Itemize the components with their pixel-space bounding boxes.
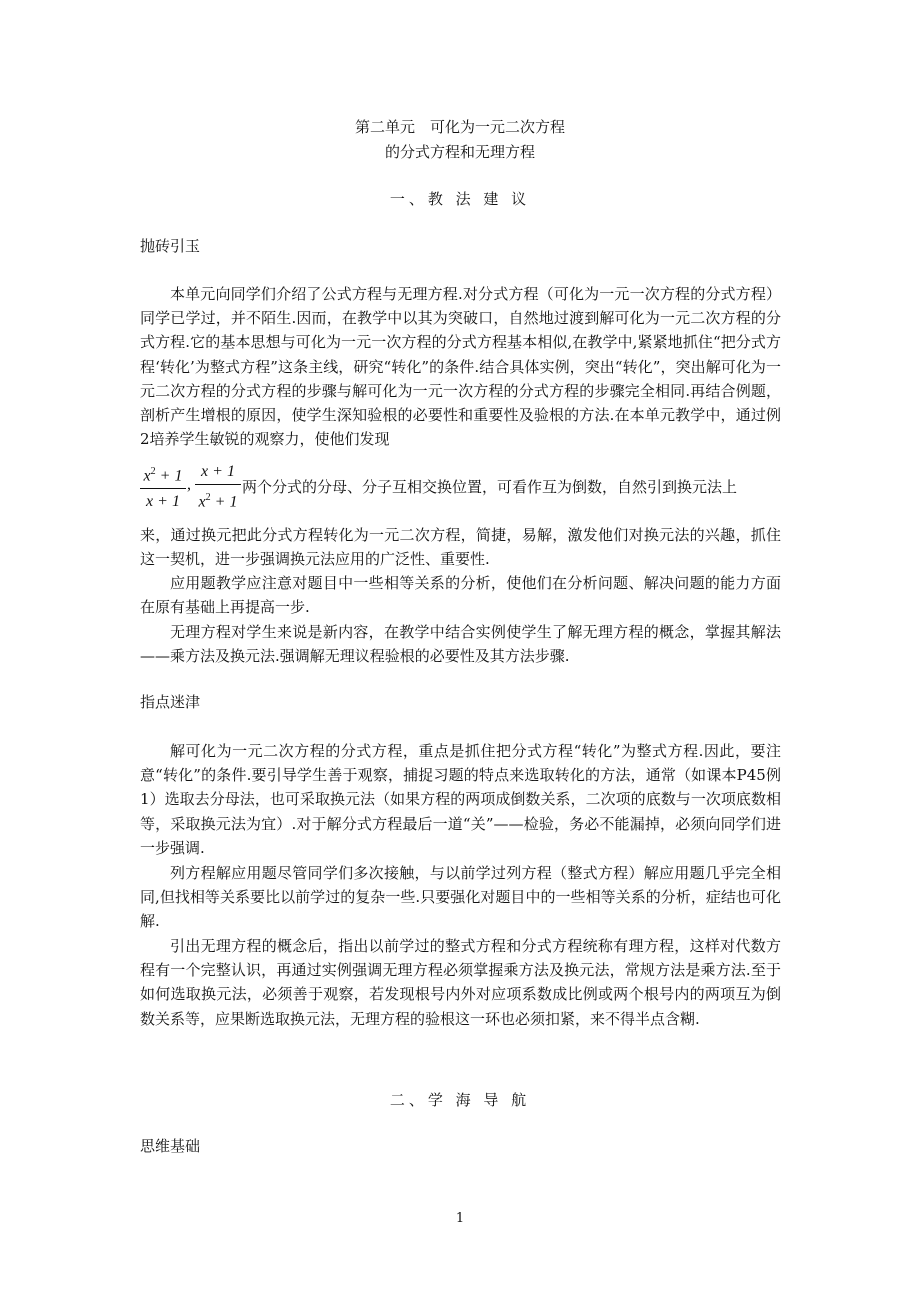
- paragraph-rational-equations: 引出无理方程的概念后，指出以前学过的整式方程和分式方程统称有理方程，这样对代数方程有一个完整认识，再通过实例强调无理方程必须掌握乘方法及换元法，常规方法是乘方法.至于如何选取换元法，必须善于观察，若发现根号内外对应项系数成比例或两个根号内的两项互为倒数关系等，应果断选取换元法，无理方程的验根这一环也必须扣紧，来不得半点含糊.: [140, 937, 781, 1028]
- title-line-2: 的分式方程和无理方程: [384, 143, 535, 161]
- formula-following-text: 两个分式的分母、分子互相交换位置，可看作互为倒数，自然引到换元法上: [242, 478, 738, 496]
- subheading-zhidianmijin: 指点迷津: [140, 693, 201, 711]
- formula-comma: ,: [187, 476, 191, 493]
- fraction-x2plus1-over-xplus1: $x^2 + 1$ x + 1: [140, 460, 186, 515]
- title-line-1: 第二单元 可化为一元二次方程: [354, 118, 565, 136]
- formula-line: [140, 460, 781, 516]
- fraction-xplus1-over-x2plus1: x + 1 $x^2 + 1$: [195, 460, 241, 515]
- paragraph-intro-continued: 来，通过换元把此分式方程转化为一元二次方程，简捷，易解，激发他们对换元法的兴趣，抓住这一契机，进一步强调换元法应用的广泛性、重要性.: [140, 526, 781, 569]
- paragraph-application-problems: 列方程解应用题尽管同学们多次接触，与以前学过列方程（整式方程）解应用题几乎完全相同,但找相等关系要比以前学过的复杂一些.只要强化对题目中的一些相等关系的分析，症结也可化解.: [140, 864, 781, 931]
- paragraph-intro: 本单元向同学们介绍了公式方程与无理方程.对分式方程（可化为一元一次方程的分式方程）同学已学过，并不陌生.因而，在教学中以其为突破口，自然地过渡到解可化为一元二次方程的分式方程.它的基本思想与可化为一元一次方程的分式方程基本相似,在教学中,紧紧地抓住“把分式方程‘转化’为整式方程”这条主线，研究“转化”的条件.结合具体实例，突出“转化”，突出解可化为一元二次方程的分式方程的步骤与解可化为一元一次方程的分式方程的步骤完全相同.再结合例题，剖析产生增根的原因，使学生深知验根的必要性和重要性及验根的方法.在本单元教学中，通过例2培养学生敏锐的观察力，使他们发现: [140, 285, 781, 449]
- subheading-siweijichu: 思维基础: [140, 1137, 201, 1155]
- section-heading-study-guide: 二、学 海 导 航: [389, 1091, 531, 1109]
- paragraph-word-problems: 应用题教学应注意对题目中一些相等关系的分析，使他们在分析问题、解决问题的能力方面在原有基础上再提高一步.: [140, 574, 781, 617]
- paragraph-irrational-equations: 无理方程对学生来说是新内容，在教学中结合实例使学生了解无理方程的概念，掌握其解法——乘方法及换元法.强调解无理议程验根的必要性及其方法步骤.: [140, 623, 781, 666]
- subheading-paozhuanyinyu: 抛砖引玉: [140, 237, 201, 255]
- section-heading-teaching-advice: 一、教 法 建 议: [389, 190, 531, 208]
- page-number: 1: [455, 1211, 465, 1226]
- paragraph-fractional-method: 解可化为一元二次方程的分式方程，重点是抓住把分式方程“转化”为整式方程.因此，要注意“转化”的条件.要引导学生善于观察，捕捉习题的特点来选取转化的方法，通常（如课本P45例1）选取去分母法，也可采取换元法（如果方程的两项成倒数关系，二次项的底数与一次项底数相等，采取换元法为宜）.对于解分式方程最后一道“关”——检验，务必不能漏掉，必须向同学们进一步强调.: [140, 742, 781, 857]
